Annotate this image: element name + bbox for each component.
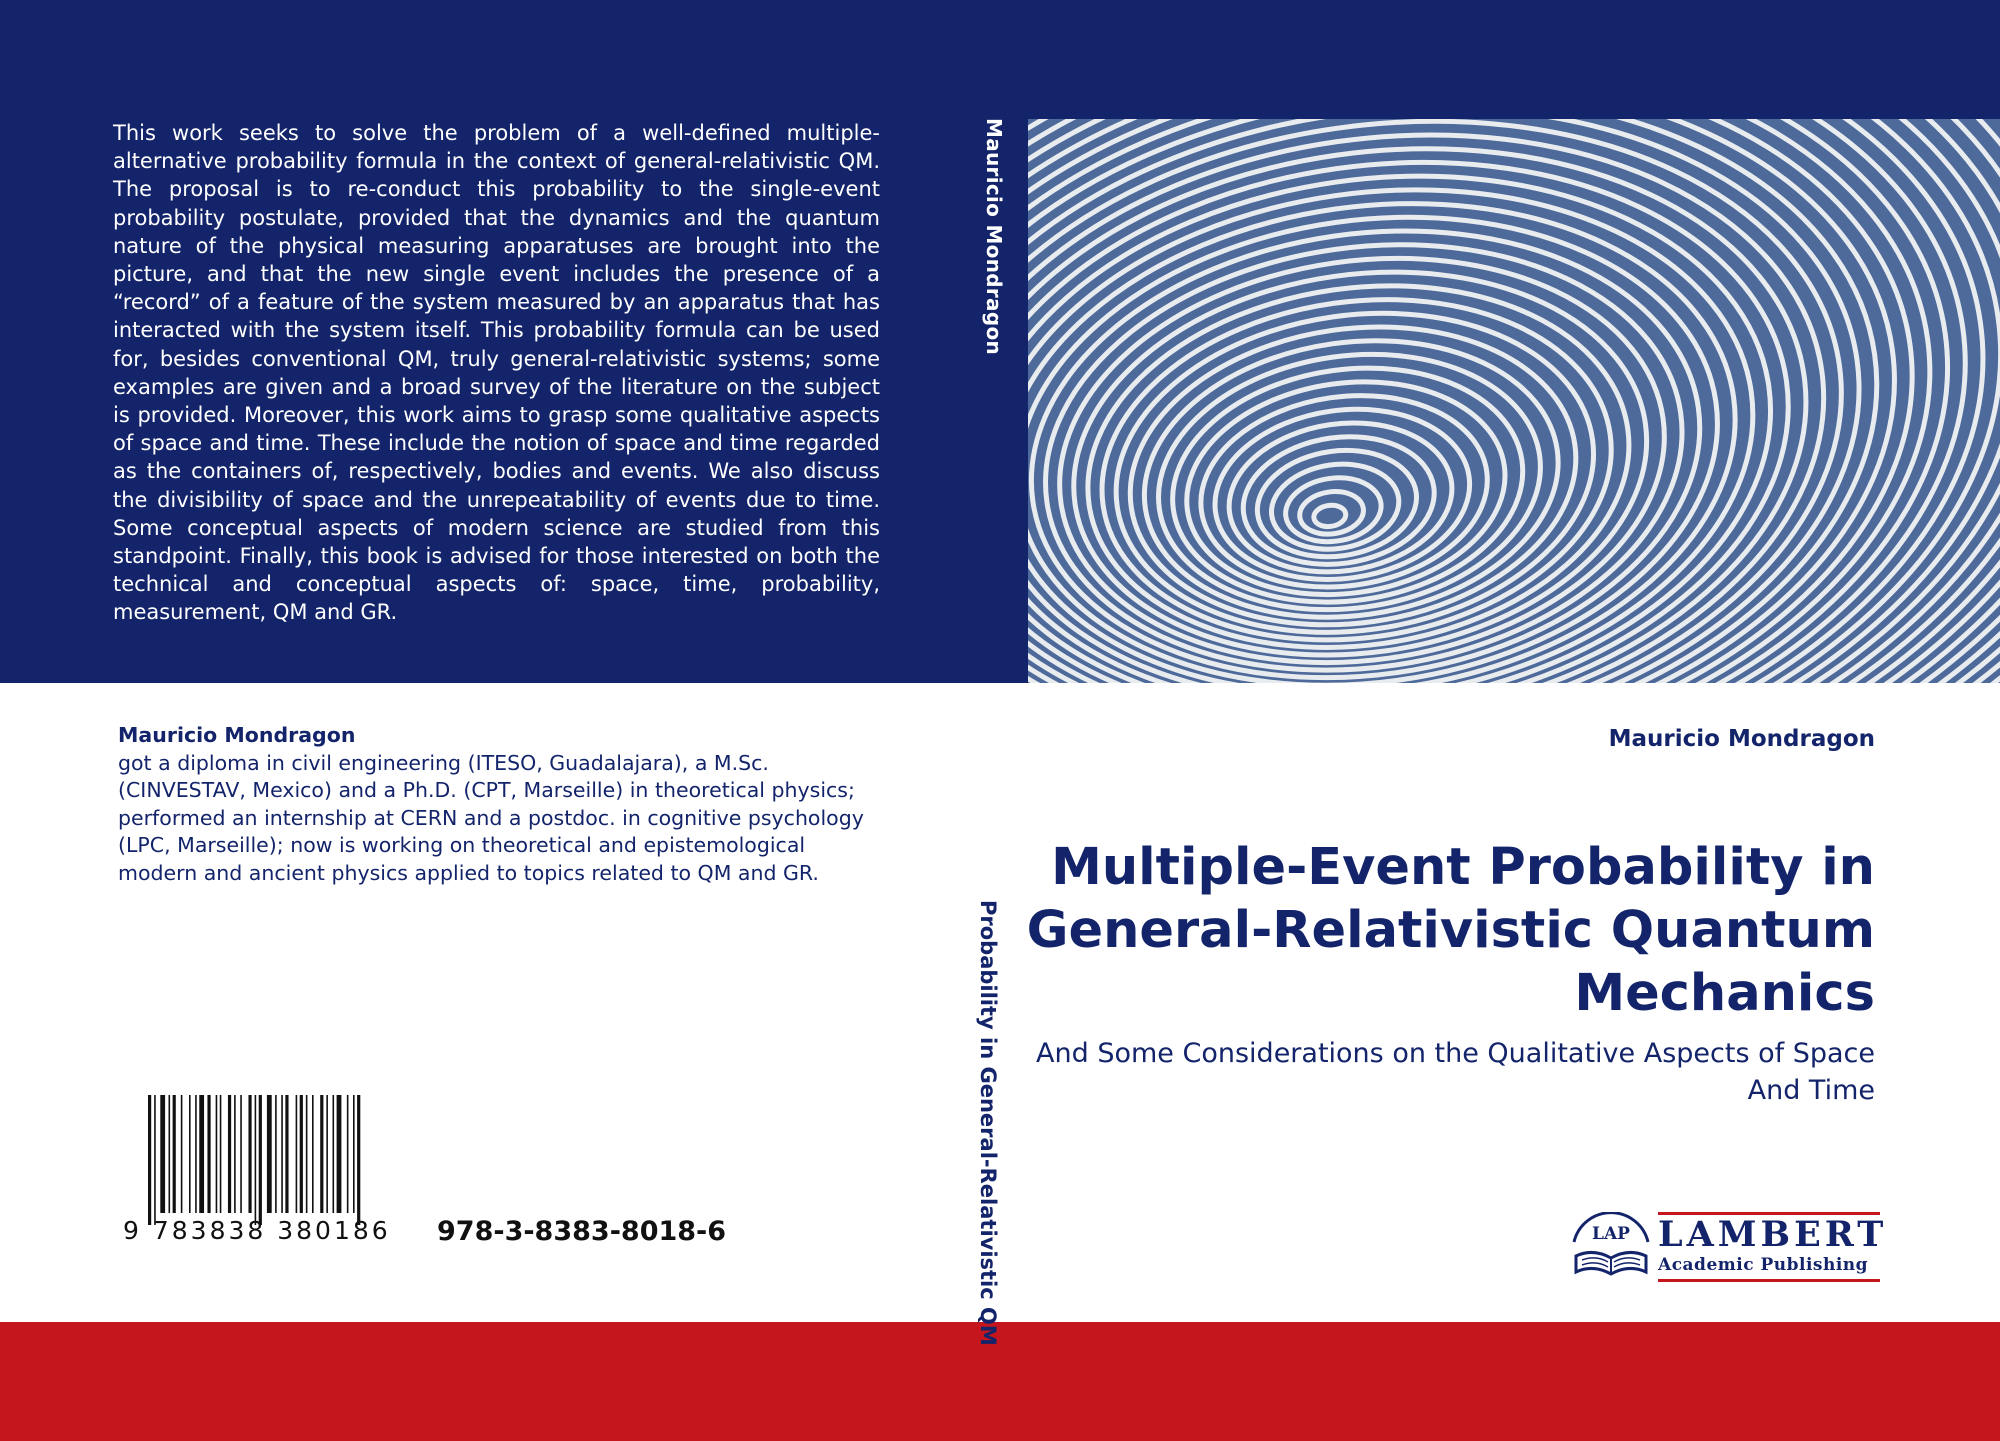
bottom-red-band — [0, 1322, 2000, 1441]
barcode-bar — [189, 1095, 191, 1213]
barcode-bar — [320, 1095, 323, 1213]
barcode-bar — [333, 1095, 335, 1213]
barcode-bar — [326, 1095, 328, 1213]
barcode-bar — [248, 1095, 251, 1213]
barcode-bar — [357, 1095, 360, 1225]
back-cover-blurb: This work seeks to solve the problem of a well-defined multiple-alternative probability formula in the context of general-relativistic QM. The proposal is to re-conduct this probability to the single-event probability postulate, provided that the dynamics and the quantum nature of the physical measuring apparatuses are brought into the picture, and that the new single event includes the presence of a “record” of a feature of the system measured by an apparatus that has interacted with the system itself. This probability formula can be used for, besides conventional QM, truly general-relativistic systems; some examples are given and a broad survey of the literature on the subject is provided. Moreover, this work aims to grasp some qualitative aspects of space and time. These include the notion of space and time regarded as the containers of, respectively, bodies and events. We also discuss the divisibility of space and the unrepeatability of events due to time. Some conceptual aspects of modern science are studied from this standpoint. Finally, this book is advised for those interested on both the technical and conceptual aspects of: space, time, probability, measurement, QM and GR. — [113, 121, 880, 625]
barcode-bar — [306, 1095, 308, 1213]
barcode-bar — [154, 1095, 156, 1225]
barcode-bar — [240, 1095, 242, 1213]
spine-author: Mauricio Mondragon — [982, 118, 1006, 356]
barcode-bar — [300, 1095, 303, 1213]
book-title: Multiple-Event Probability in General-Relativistic Quantum Mechanics — [1026, 838, 1875, 1023]
barcode-bar — [228, 1095, 231, 1213]
barcode-bar — [259, 1095, 262, 1225]
barcode-bar — [207, 1095, 210, 1213]
barcode-bar — [181, 1095, 183, 1213]
bio-author-name: Mauricio Mondragon — [118, 723, 356, 747]
barcode-bar — [312, 1095, 314, 1213]
barcode-bar — [353, 1095, 355, 1213]
barcode-bar — [148, 1095, 151, 1225]
barcode-bar — [337, 1095, 342, 1213]
cover-image-fingerprint-spiral — [1028, 119, 2000, 683]
barcode-bar — [173, 1095, 176, 1213]
barcode-bar — [199, 1095, 204, 1213]
open-book-icon — [1568, 1212, 1654, 1284]
author-bio — [118, 722, 888, 887]
barcode-bar — [195, 1095, 197, 1213]
logo-lambert: LAMBERT — [1658, 1214, 1888, 1255]
barcode-digits: 9 783838 380186 — [123, 1216, 391, 1245]
bio-text: got a diploma in civil engineering (ITESO, Guadalajara), a M.Sc. (CINVESTAV, Mexico) and a Ph.D. (CPT, Marseille) in theoretical physics; performed an internship at CERN and a postdoc. in cognitive psychology (LPC, Marseille); now is working on theoretical and epistemological modern and ancient physics applied to topics related to QM and GR. — [118, 750, 864, 885]
spiral-lines-art — [1028, 119, 2000, 683]
barcode-bar — [285, 1095, 288, 1213]
barcode-bar — [169, 1095, 171, 1213]
barcode-bar — [216, 1095, 218, 1213]
barcode-bar — [347, 1095, 349, 1213]
barcode — [118, 1095, 408, 1229]
logo-academic-publishing: Academic Publishing — [1658, 1255, 1869, 1275]
barcode-bar — [234, 1095, 236, 1213]
barcode-bar — [255, 1095, 257, 1225]
front-author: Mauricio Mondragon — [1608, 726, 1875, 752]
barcode-bar — [160, 1095, 165, 1213]
logo-lap-mark: LAP — [1592, 1224, 1630, 1244]
isbn-number: 978-3-8383-8018-6 — [437, 1216, 727, 1247]
publisher-logo — [1568, 1212, 1888, 1284]
spine-title: Probability in General-Relativistic QM — [976, 900, 1000, 1346]
barcode-bar — [281, 1095, 283, 1213]
book-subtitle: And Some Considerations on the Qualitative Aspects of Space And Time — [1036, 1038, 1875, 1106]
barcode-bar — [275, 1095, 277, 1213]
barcode-bars — [118, 1095, 408, 1225]
barcode-bar — [296, 1095, 298, 1213]
logo-rule-bottom — [1658, 1279, 1880, 1282]
barcode-bar — [220, 1095, 222, 1213]
barcode-bar — [267, 1095, 272, 1213]
